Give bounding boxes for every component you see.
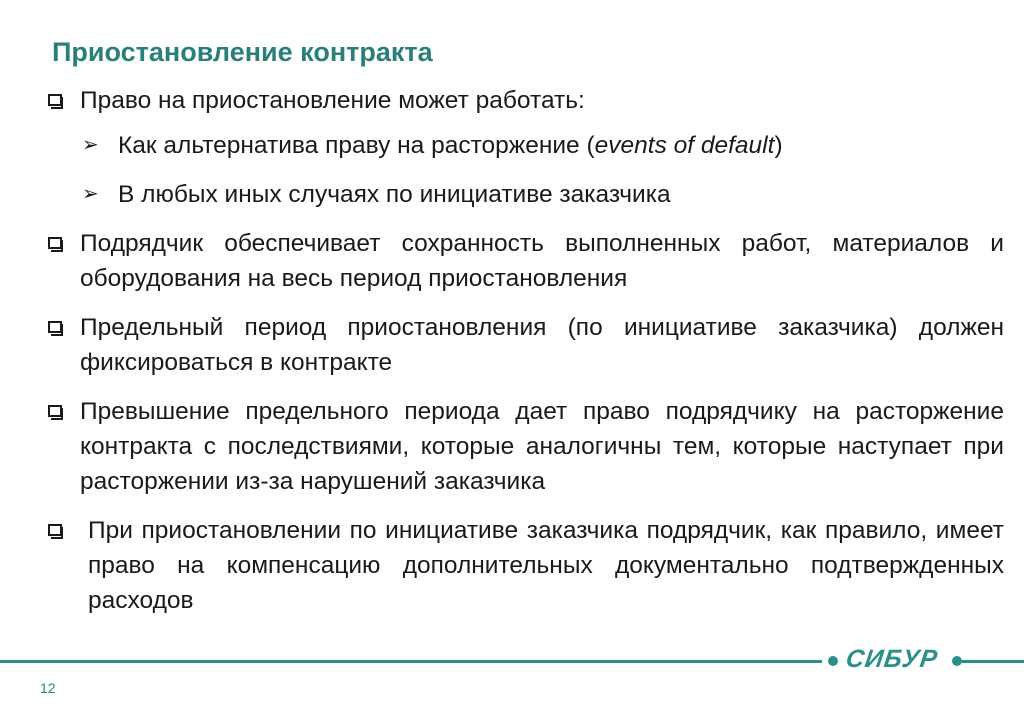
sub-item-text: В любых иных случаях по инициативе заказчика <box>118 181 671 208</box>
bullet-item <box>48 83 1004 118</box>
bullet-item <box>48 394 1004 499</box>
bullet-text: Превышение предельного периода дает право подрядчику на расторжение контракта с последствиями, которые аналогичны тем, которые наступает при расторжении из-за нарушений заказчика <box>80 398 1004 495</box>
bullet-item <box>48 226 1004 296</box>
bullet-text: Право на приостановление может работать: <box>80 87 585 114</box>
bullet-text: Предельный период приостановления (по инициативе заказчика) должен фиксироваться в контракте <box>80 314 1004 376</box>
sub-item <box>82 177 1004 212</box>
sub-list <box>82 128 1004 212</box>
sub-item-text: Как альтернатива праву на расторжение (events of default) <box>118 132 783 159</box>
sub-item <box>82 128 1004 163</box>
checkbox-bullet-icon <box>48 237 62 249</box>
checkbox-bullet-icon <box>48 94 62 106</box>
bullet-item <box>48 310 1004 380</box>
slide-title: Приостановление контракта <box>52 37 433 67</box>
page-number: 12 <box>40 680 56 696</box>
events-of-default-term: events of default <box>594 132 775 159</box>
arrow-bullet-icon: ➢ <box>82 183 99 205</box>
checkbox-bullet-icon <box>48 524 62 536</box>
footer-divider <box>0 660 822 663</box>
checkbox-bullet-icon <box>48 321 62 333</box>
bullet-list <box>48 83 1004 618</box>
bullet-text: При приостановлении по инициативе заказчика подрядчик, как правило, имеет право на компенсацию дополнительных документально подтвержденных расходов <box>88 517 1004 614</box>
sibur-logo: СИБУР <box>844 645 940 673</box>
footer-dot-right <box>952 656 962 666</box>
arrow-bullet-icon: ➢ <box>82 134 99 156</box>
checkbox-bullet-icon <box>48 405 62 417</box>
bullet-text: Подрядчик обеспечивает сохранность выполненных работ, материалов и оборудования на весь период приостановления <box>80 230 1004 292</box>
bullet-item <box>48 513 1004 618</box>
footer-dot-left <box>828 656 838 666</box>
footer-divider-right <box>962 660 1024 663</box>
